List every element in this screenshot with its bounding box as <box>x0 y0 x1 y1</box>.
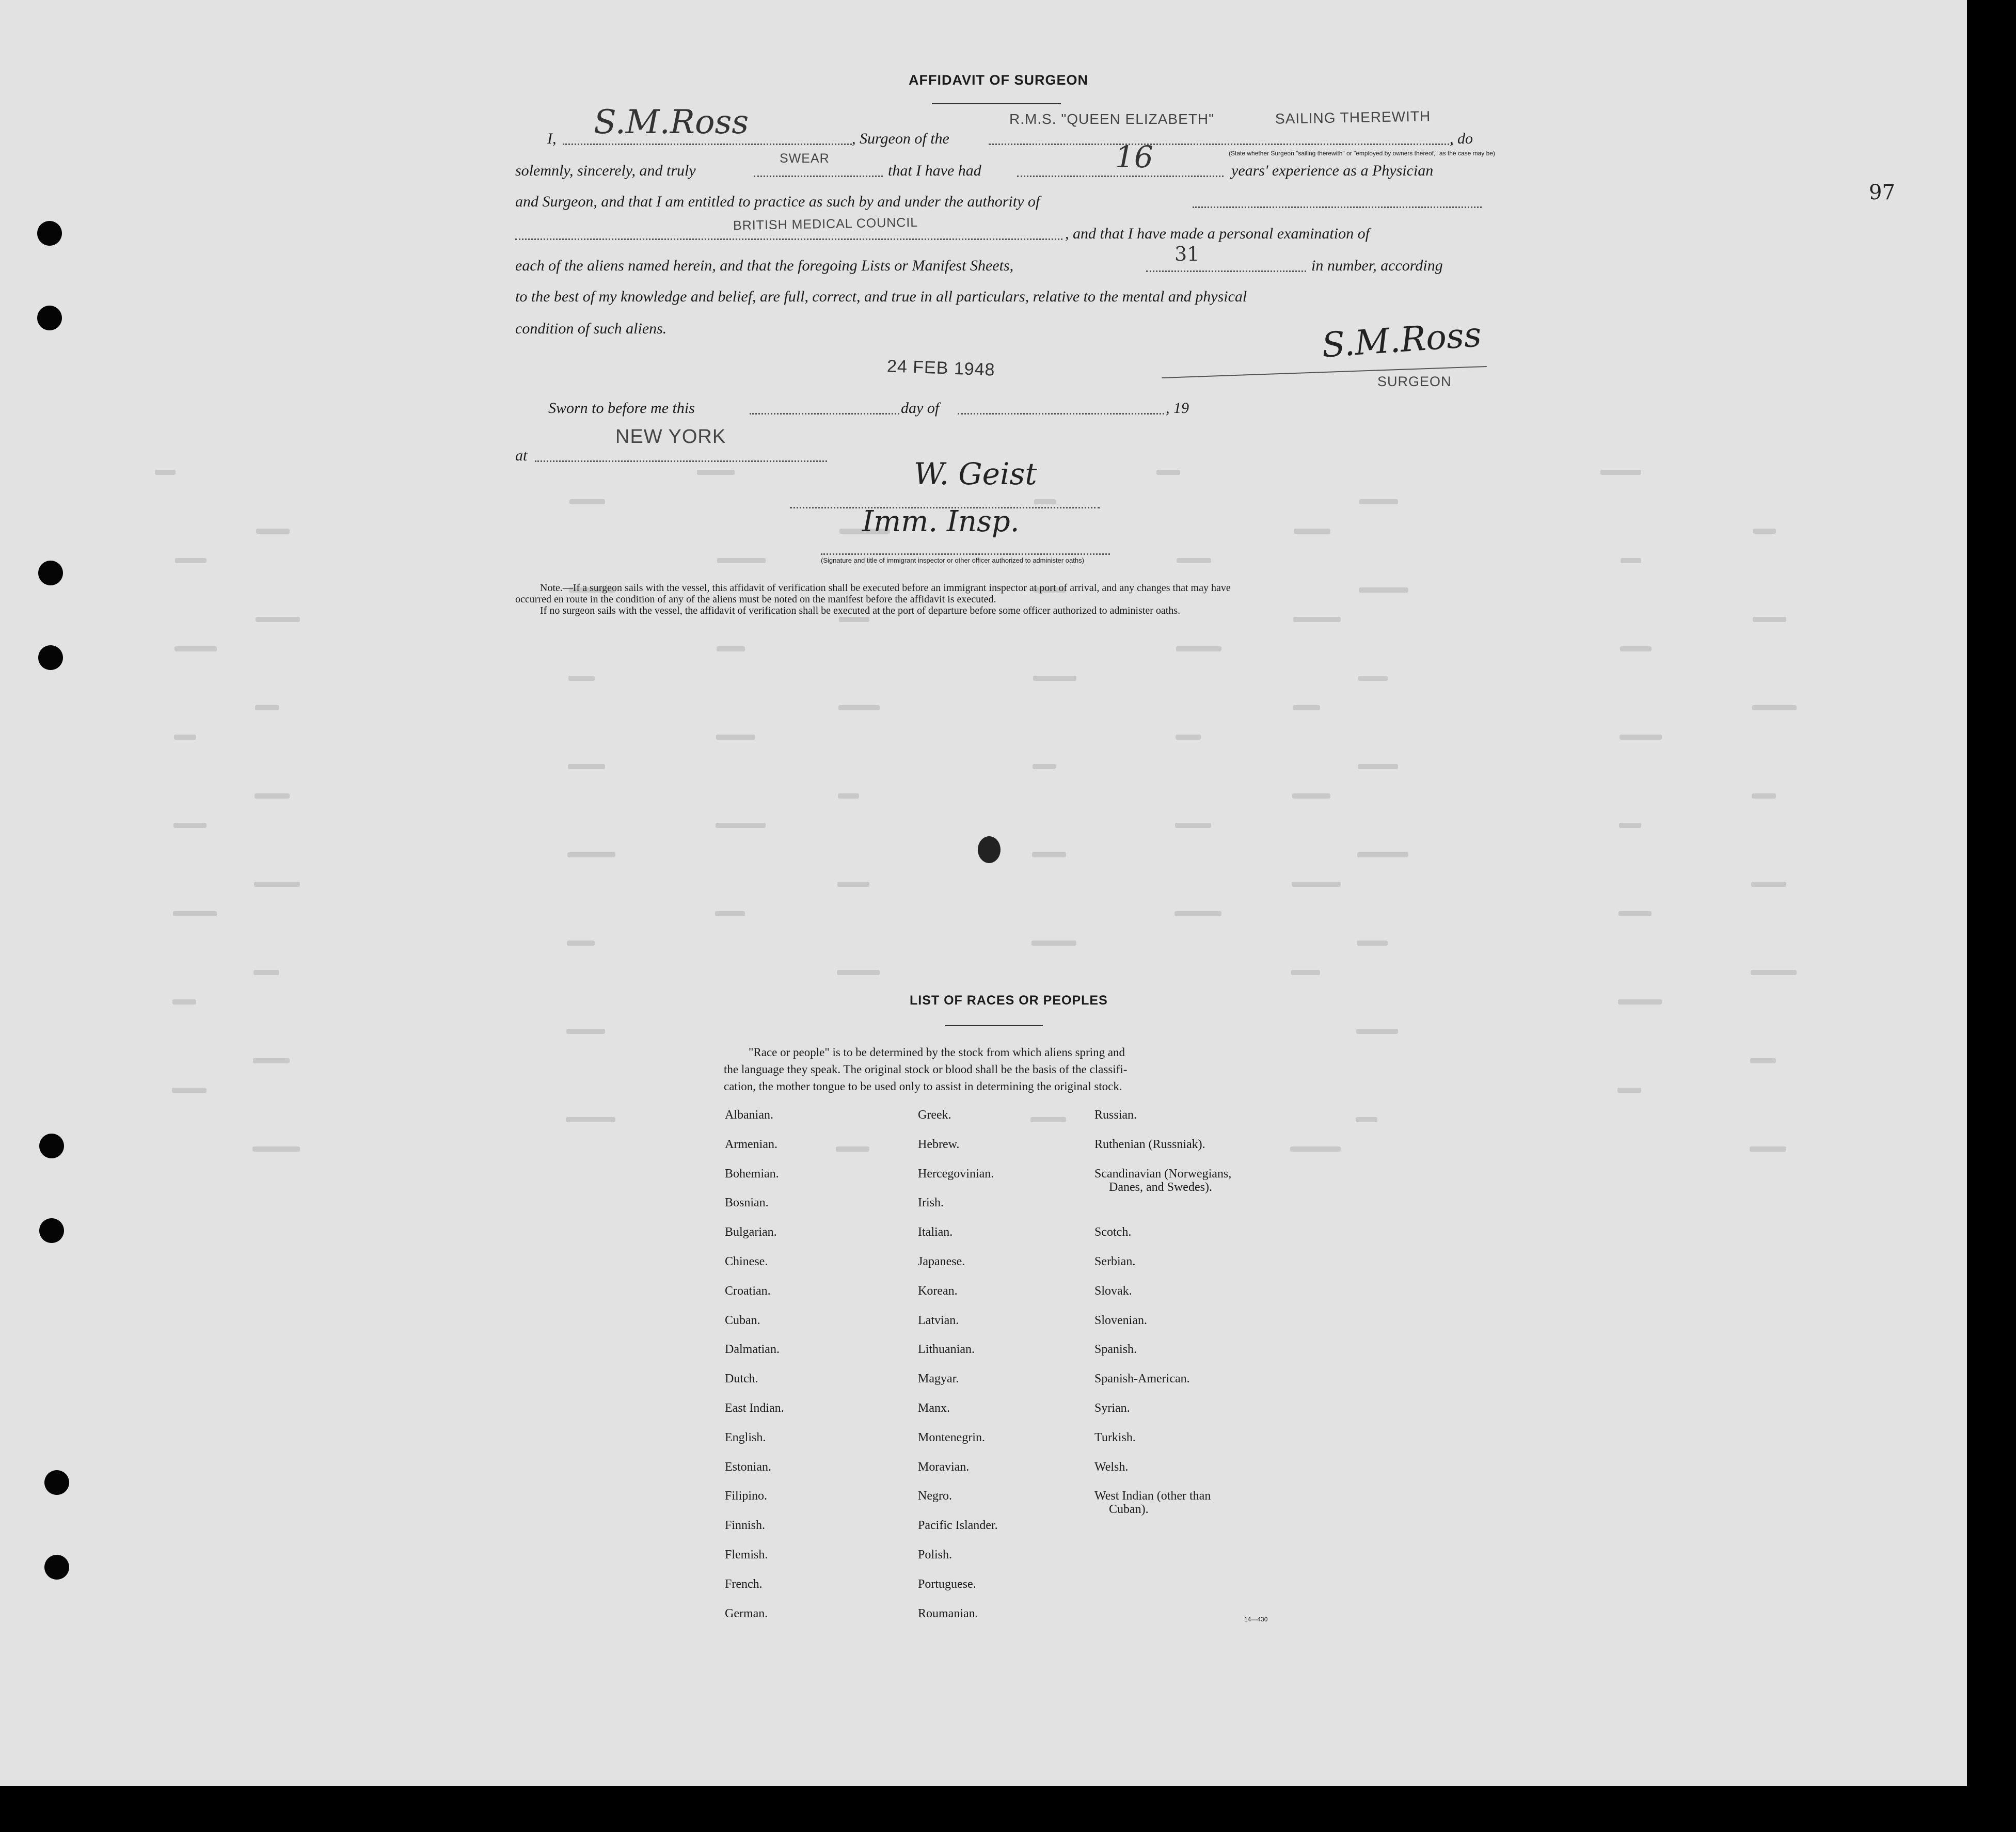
status-stamp: SAILING THEREWITH <box>1275 108 1431 127</box>
bleed-through-mark <box>1600 470 1641 475</box>
race-item: Finnish. <box>725 1519 766 1532</box>
bleed-through-mark <box>252 1146 300 1152</box>
affidavit-line-6: to the best of my knowledge and belief, are full, correct, and true in all particulars, relative to the mental and physical <box>515 288 1247 305</box>
affidavit-line-5-suffix: in number, according <box>1311 257 1443 274</box>
race-item: West Indian (other than <box>1094 1489 1211 1503</box>
affidavit-line-1-prefix: I, <box>547 130 557 147</box>
bleed-through-mark <box>255 705 279 710</box>
bleed-through-mark <box>566 1029 605 1034</box>
name-field <box>563 144 852 145</box>
races-title-rule <box>945 1025 1043 1026</box>
bleed-through-mark <box>1357 852 1408 857</box>
sworn-day-of: day of <box>901 400 940 417</box>
affidavit-line-4-suffix: , and that I have made a personal examination of <box>1065 225 1370 242</box>
race-item: Magyar. <box>918 1372 959 1385</box>
race-item: Lithuanian. <box>918 1343 975 1356</box>
affidavit-line-1-surgeon-of: , Surgeon of the <box>852 130 949 147</box>
punch-hole <box>37 221 62 246</box>
bleed-through-mark <box>256 617 300 622</box>
race-item: Danes, and Swedes). <box>1109 1181 1212 1194</box>
bleed-through-mark <box>717 646 745 651</box>
bleed-through-mark <box>253 1058 290 1063</box>
race-item: Korean. <box>918 1284 958 1298</box>
oath-field <box>754 176 883 177</box>
race-item: Polish. <box>918 1548 953 1562</box>
at-field <box>535 460 827 462</box>
race-item: Negro. <box>918 1489 952 1503</box>
note-line-1: Note.—If a surgeon sails with the vessel, this affidavit of verification shall be executed before an immigrant inspector at port of arrival, and any changes that may have <box>540 582 1231 594</box>
race-item: Russian. <box>1094 1108 1137 1122</box>
status-note: (State whether Surgeon "sailing therewith" or "employed by owners thereof," as the case may be) <box>1229 150 1495 157</box>
race-item: East Indian. <box>725 1401 784 1415</box>
race-item: Cuban. <box>725 1314 760 1327</box>
bleed-through-mark <box>837 970 880 975</box>
race-item: Welsh. <box>1094 1460 1129 1474</box>
sheets-field <box>1146 270 1306 272</box>
bleed-through-mark <box>1033 676 1076 681</box>
race-item: Bulgarian. <box>725 1225 777 1239</box>
race-item: Serbian. <box>1094 1255 1136 1268</box>
bleed-through-mark <box>1620 646 1652 651</box>
bleed-through-mark <box>1621 558 1641 563</box>
bleed-through-mark <box>1033 764 1056 769</box>
race-item: Dutch. <box>725 1372 758 1385</box>
authority-stamp: BRITISH MEDICAL COUNCIL <box>733 215 918 233</box>
bleed-through-mark <box>1177 558 1211 563</box>
bleed-through-mark <box>839 617 869 622</box>
inspector-signature-1: W. Geist <box>914 456 1037 491</box>
bleed-through-mark <box>175 558 207 563</box>
form-number: 14—430 <box>1244 1616 1268 1623</box>
race-item: Scandinavian (Norwegians, <box>1094 1167 1232 1181</box>
surgeon-signature: S.M.Ross <box>1320 314 1483 365</box>
signature-caption: (Signature and title of immigrant inspector or other officer authorized to administer oaths) <box>821 556 1084 564</box>
bleed-through-mark <box>567 941 595 946</box>
bleed-through-mark <box>174 735 196 740</box>
race-item: Ruthenian (Russniak). <box>1094 1138 1205 1151</box>
bleed-through-mark <box>1617 1088 1641 1093</box>
punch-hole <box>44 1555 69 1580</box>
bleed-through-mark <box>836 1146 869 1152</box>
sheets-handwriting: 31 <box>1174 243 1200 265</box>
punch-hole <box>44 1470 69 1495</box>
bleed-through-mark <box>1356 1029 1398 1034</box>
bleed-through-mark <box>1357 941 1388 946</box>
race-item: Portuguese. <box>918 1578 976 1591</box>
bleed-through-mark <box>1358 676 1388 681</box>
authority-field-2 <box>515 238 1062 240</box>
race-item: Bosnian. <box>725 1196 769 1209</box>
races-intro-line-3: cation, the mother tongue to be used only to assist in determining the original stock. <box>724 1080 1122 1093</box>
bleed-through-mark <box>1751 882 1786 887</box>
surgeon-name-handwriting: S.M.Ross <box>594 103 749 141</box>
bleed-through-mark <box>1031 941 1076 946</box>
race-item: Spanish-American. <box>1094 1372 1190 1385</box>
punch-hole <box>38 645 63 670</box>
sworn-year-prefix: , 19 <box>1166 400 1189 417</box>
bleed-through-mark <box>1753 617 1786 622</box>
note-line-3: If no surgeon sails with the vessel, the affidavit of verification shall be executed at the port of departure before some officer authorized to administer oaths. <box>540 605 1181 616</box>
race-item: Cuban). <box>1109 1503 1149 1516</box>
race-item: Pacific Islander. <box>918 1519 998 1532</box>
race-item: Filipino. <box>725 1489 768 1503</box>
punch-hole <box>39 1134 64 1158</box>
bleed-through-mark <box>173 823 207 828</box>
bleed-through-mark <box>1619 823 1641 828</box>
bleed-through-mark <box>1356 1117 1377 1122</box>
bleed-through-mark <box>1618 999 1662 1005</box>
bleed-through-mark <box>1290 1146 1341 1152</box>
inspector-line-2 <box>821 553 1110 555</box>
bleed-through-mark <box>1032 852 1066 857</box>
races-intro-line-2: the language they speak. The original stock or blood shall be the basis of the classifi- <box>724 1063 1128 1076</box>
bleed-through-mark <box>1750 1058 1776 1063</box>
place-stamp: NEW YORK <box>615 426 726 448</box>
affidavit-line-5-prefix: each of the aliens named herein, and that the foregoing Lists or Manifest Sheets, <box>515 257 1014 274</box>
races-intro-line-1: "Race or people" is to be determined by the stock from which aliens spring and <box>749 1046 1125 1059</box>
bleed-through-mark <box>1750 1146 1786 1152</box>
punch-hole <box>39 1218 64 1243</box>
page-number: 97 <box>1869 181 1895 204</box>
affidavit-line-1-suffix: , do <box>1450 130 1473 147</box>
race-item: French. <box>725 1578 763 1591</box>
race-item: Syrian. <box>1094 1401 1130 1415</box>
bleed-through-mark <box>1030 1117 1066 1122</box>
note-line-2: occurred en route in the condition of any of the aliens must be noted on the manifest before the affidavit is executed. <box>515 594 996 605</box>
bleed-through-mark <box>1620 735 1662 740</box>
race-item: Estonian. <box>725 1460 771 1474</box>
affidavit-line-3: and Surgeon, and that I am entitled to practice as such by and under the authority of <box>515 193 1040 210</box>
bleed-through-mark <box>1291 970 1320 975</box>
race-item: Armenian. <box>725 1138 777 1151</box>
affidavit-line-2-middle: that I have had <box>888 162 981 179</box>
bleed-through-mark <box>566 1117 615 1122</box>
authority-field-1 <box>1193 206 1482 208</box>
sworn-day-field <box>750 413 899 415</box>
race-item: Chinese. <box>725 1255 768 1268</box>
bleed-through-mark <box>1292 793 1330 799</box>
bleed-through-mark <box>173 911 217 916</box>
date-stamp: 24 FEB 1948 <box>886 356 996 380</box>
vessel-stamp: R.M.S. "QUEEN ELIZABETH" <box>1009 111 1215 127</box>
bleed-through-mark <box>1176 646 1221 651</box>
affidavit-line-2-suffix: years' experience as a Physician <box>1231 162 1434 179</box>
race-item: Irish. <box>918 1196 944 1209</box>
race-item: Scotch. <box>1094 1225 1132 1239</box>
vessel-field <box>989 144 1453 145</box>
race-item: Flemish. <box>725 1548 768 1562</box>
bleed-through-mark <box>1359 499 1398 504</box>
bleed-through-mark <box>569 499 605 504</box>
race-item: Bohemian. <box>725 1167 779 1181</box>
bleed-through-mark <box>174 646 217 651</box>
bleed-through-mark <box>567 852 615 857</box>
bleed-through-mark <box>697 470 735 475</box>
bleed-through-mark <box>717 558 766 563</box>
race-item: Hebrew. <box>918 1138 960 1151</box>
race-item: Latvian. <box>918 1314 959 1327</box>
sworn-month-field <box>958 413 1164 415</box>
bleed-through-mark <box>1156 470 1180 475</box>
race-item: English. <box>725 1431 766 1444</box>
bleed-through-mark <box>1293 705 1320 710</box>
bleed-through-mark <box>1292 882 1341 887</box>
affidavit-line-2-prefix: solemnly, sincerely, and truly <box>515 162 696 179</box>
bleed-through-mark <box>254 882 300 887</box>
bleed-through-mark <box>256 529 290 534</box>
bleed-through-mark <box>172 999 196 1005</box>
sworn-prefix: Sworn to before me this <box>548 400 695 417</box>
race-item: Greek. <box>918 1108 951 1122</box>
race-item: Croatian. <box>725 1284 771 1298</box>
surgeon-label: SURGEON <box>1377 374 1452 389</box>
punch-hole <box>38 561 63 585</box>
bleed-through-mark <box>1358 764 1398 769</box>
ink-blot <box>978 836 1001 863</box>
bleed-through-mark <box>1359 587 1408 593</box>
race-item: Turkish. <box>1094 1431 1136 1444</box>
race-item: Roumanian. <box>918 1607 978 1620</box>
affidavit-title: AFFIDAVIT OF SURGEON <box>909 72 1088 88</box>
bleed-through-mark <box>1174 911 1221 916</box>
race-item: Italian. <box>918 1225 953 1239</box>
bleed-through-mark <box>716 735 755 740</box>
bleed-through-mark <box>1175 823 1211 828</box>
race-item: Manx. <box>918 1401 950 1415</box>
at-prefix: at <box>515 447 528 464</box>
race-item: Slovenian. <box>1094 1314 1147 1327</box>
race-item: Montenegrin. <box>918 1431 985 1444</box>
oath-stamp: SWEAR <box>780 151 830 166</box>
bleed-through-mark <box>255 793 290 799</box>
bleed-through-mark <box>1034 499 1056 504</box>
race-item: Albanian. <box>725 1108 773 1122</box>
bleed-through-mark <box>172 1088 207 1093</box>
affidavit-line-7: condition of such aliens. <box>515 320 667 337</box>
race-item: Moravian. <box>918 1460 970 1474</box>
bleed-through-mark <box>1293 617 1341 622</box>
bleed-through-mark <box>838 793 859 799</box>
race-item: Japanese. <box>918 1255 965 1268</box>
bleed-through-mark <box>1752 705 1797 710</box>
bleed-through-mark <box>1618 911 1652 916</box>
bleed-through-mark <box>1752 793 1776 799</box>
bleed-through-mark <box>715 911 745 916</box>
bleed-through-mark <box>1751 970 1797 975</box>
race-item: Hercegovinian. <box>918 1167 994 1181</box>
bleed-through-mark <box>1176 735 1201 740</box>
years-field <box>1017 176 1224 177</box>
bleed-through-mark <box>253 970 279 975</box>
bleed-through-mark <box>155 470 176 475</box>
punch-hole <box>37 306 62 330</box>
years-handwriting: 16 <box>1115 139 1153 174</box>
bleed-through-mark <box>838 705 880 710</box>
bleed-through-mark <box>568 764 605 769</box>
bleed-through-mark <box>568 676 595 681</box>
race-item: Spanish. <box>1094 1343 1137 1356</box>
bleed-through-mark <box>1753 529 1776 534</box>
bleed-through-mark <box>716 823 766 828</box>
bleed-through-mark <box>837 882 869 887</box>
title-rule <box>932 103 1061 104</box>
race-item: German. <box>725 1607 768 1620</box>
race-item: Slovak. <box>1094 1284 1132 1298</box>
inspector-signature-2: Imm. Insp. <box>862 505 1020 538</box>
races-title: LIST OF RACES OR PEOPLES <box>910 993 1108 1008</box>
bleed-through-mark <box>1294 529 1330 534</box>
race-item: Dalmatian. <box>725 1343 780 1356</box>
